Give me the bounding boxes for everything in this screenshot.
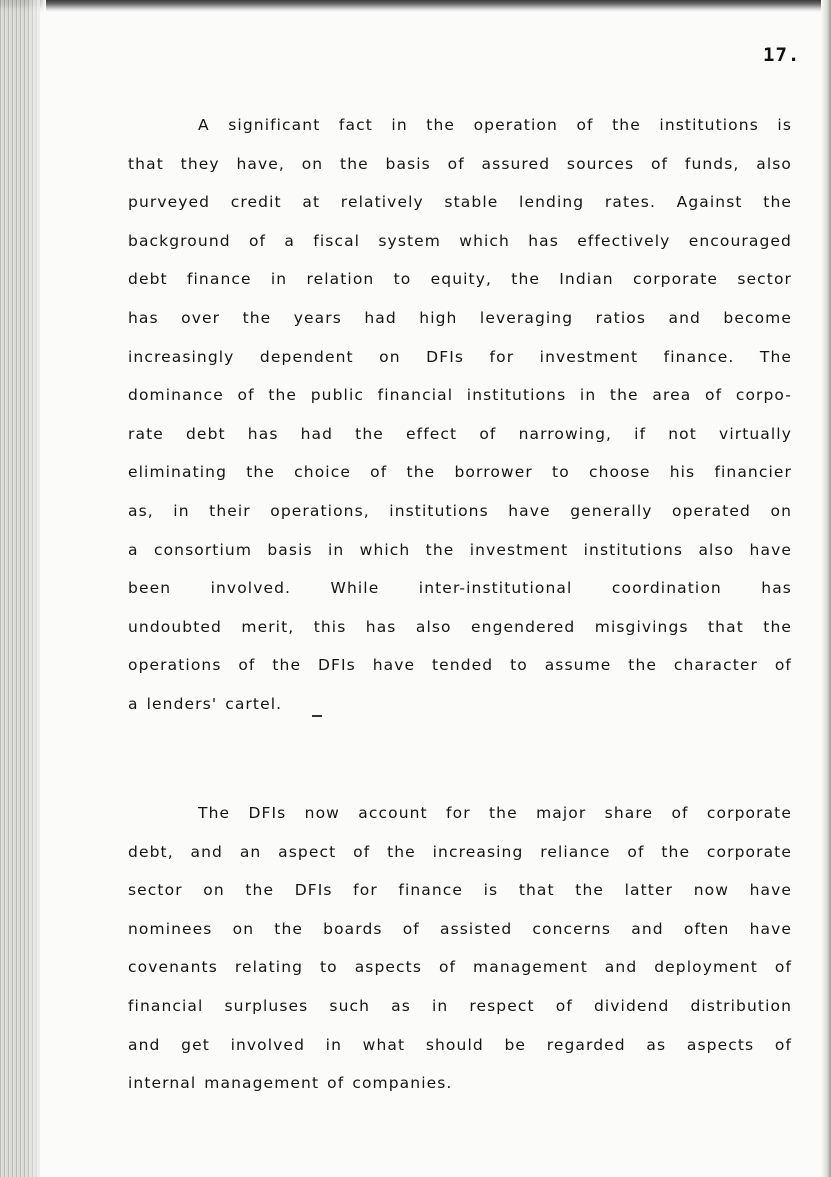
paragraph-line: been involved. While inter-institutional coordination has — [128, 579, 792, 598]
paragraph-line: dominance of the public financial institutions in the area of corpo- — [128, 386, 792, 405]
paragraph-line: and get involved in what should be regarded as aspects of — [128, 1035, 792, 1054]
paragraph-line: debt, and an aspect of the increasing reliance of the corporate — [128, 842, 792, 861]
paragraph-line: financial surpluses such as in respect of dividend distribution — [128, 996, 792, 1015]
paragraph-line: has over the years had high leveraging ratios and become — [128, 308, 792, 327]
paragraph-line: A significant fact in the operation of the institutions is — [198, 116, 792, 134]
paragraph-line: nominees on the boards of assisted concerns and often have — [128, 919, 792, 938]
paragraph-line: sector on the DFIs for finance is that the latter now have — [128, 881, 792, 900]
paragraph-line: internal management of companies. — [128, 1074, 453, 1093]
page-top-edge — [0, 0, 831, 12]
paragraph-line: rate debt has had the effect of narrowing, if not virtually — [128, 424, 792, 443]
paragraph-line: increasingly dependent on DFIs for investment finance. The — [128, 347, 792, 366]
paragraph-2 — [128, 794, 792, 1103]
paragraph-line: debt finance in relation to equity, the Indian corporate sector — [128, 270, 792, 289]
paragraph-line: The DFIs now account for the major share of corporate — [198, 804, 792, 822]
paragraph-line: a consortium basis in which the investment institutions also have — [128, 540, 792, 559]
stray-mark — [312, 715, 322, 717]
paragraph-line: purveyed credit at relatively stable lending rates. Against the — [128, 193, 792, 212]
paragraph-line: a lenders' cartel. — [128, 694, 283, 713]
paragraph-line: that they have, on the basis of assured sources of funds, also — [128, 154, 792, 173]
paragraph-line: undoubted merit, this has also engendered misgivings that the — [128, 617, 792, 636]
paragraph-line: covenants relating to aspects of management and deployment of — [128, 958, 792, 977]
page-binding-fade — [26, 0, 46, 1177]
paragraph-1 — [128, 106, 792, 724]
paragraph-line: as, in their operations, institutions have generally operated on — [128, 501, 792, 520]
paragraph-line: eliminating the choice of the borrower to choose his financier — [128, 463, 792, 482]
page-right-edge — [821, 0, 831, 1177]
paragraph-line: background of a fiscal system which has effectively encouraged — [128, 231, 792, 250]
page-number: 17. — [763, 44, 801, 66]
paragraph-line: operations of the DFIs have tended to assume the character of — [128, 656, 792, 675]
